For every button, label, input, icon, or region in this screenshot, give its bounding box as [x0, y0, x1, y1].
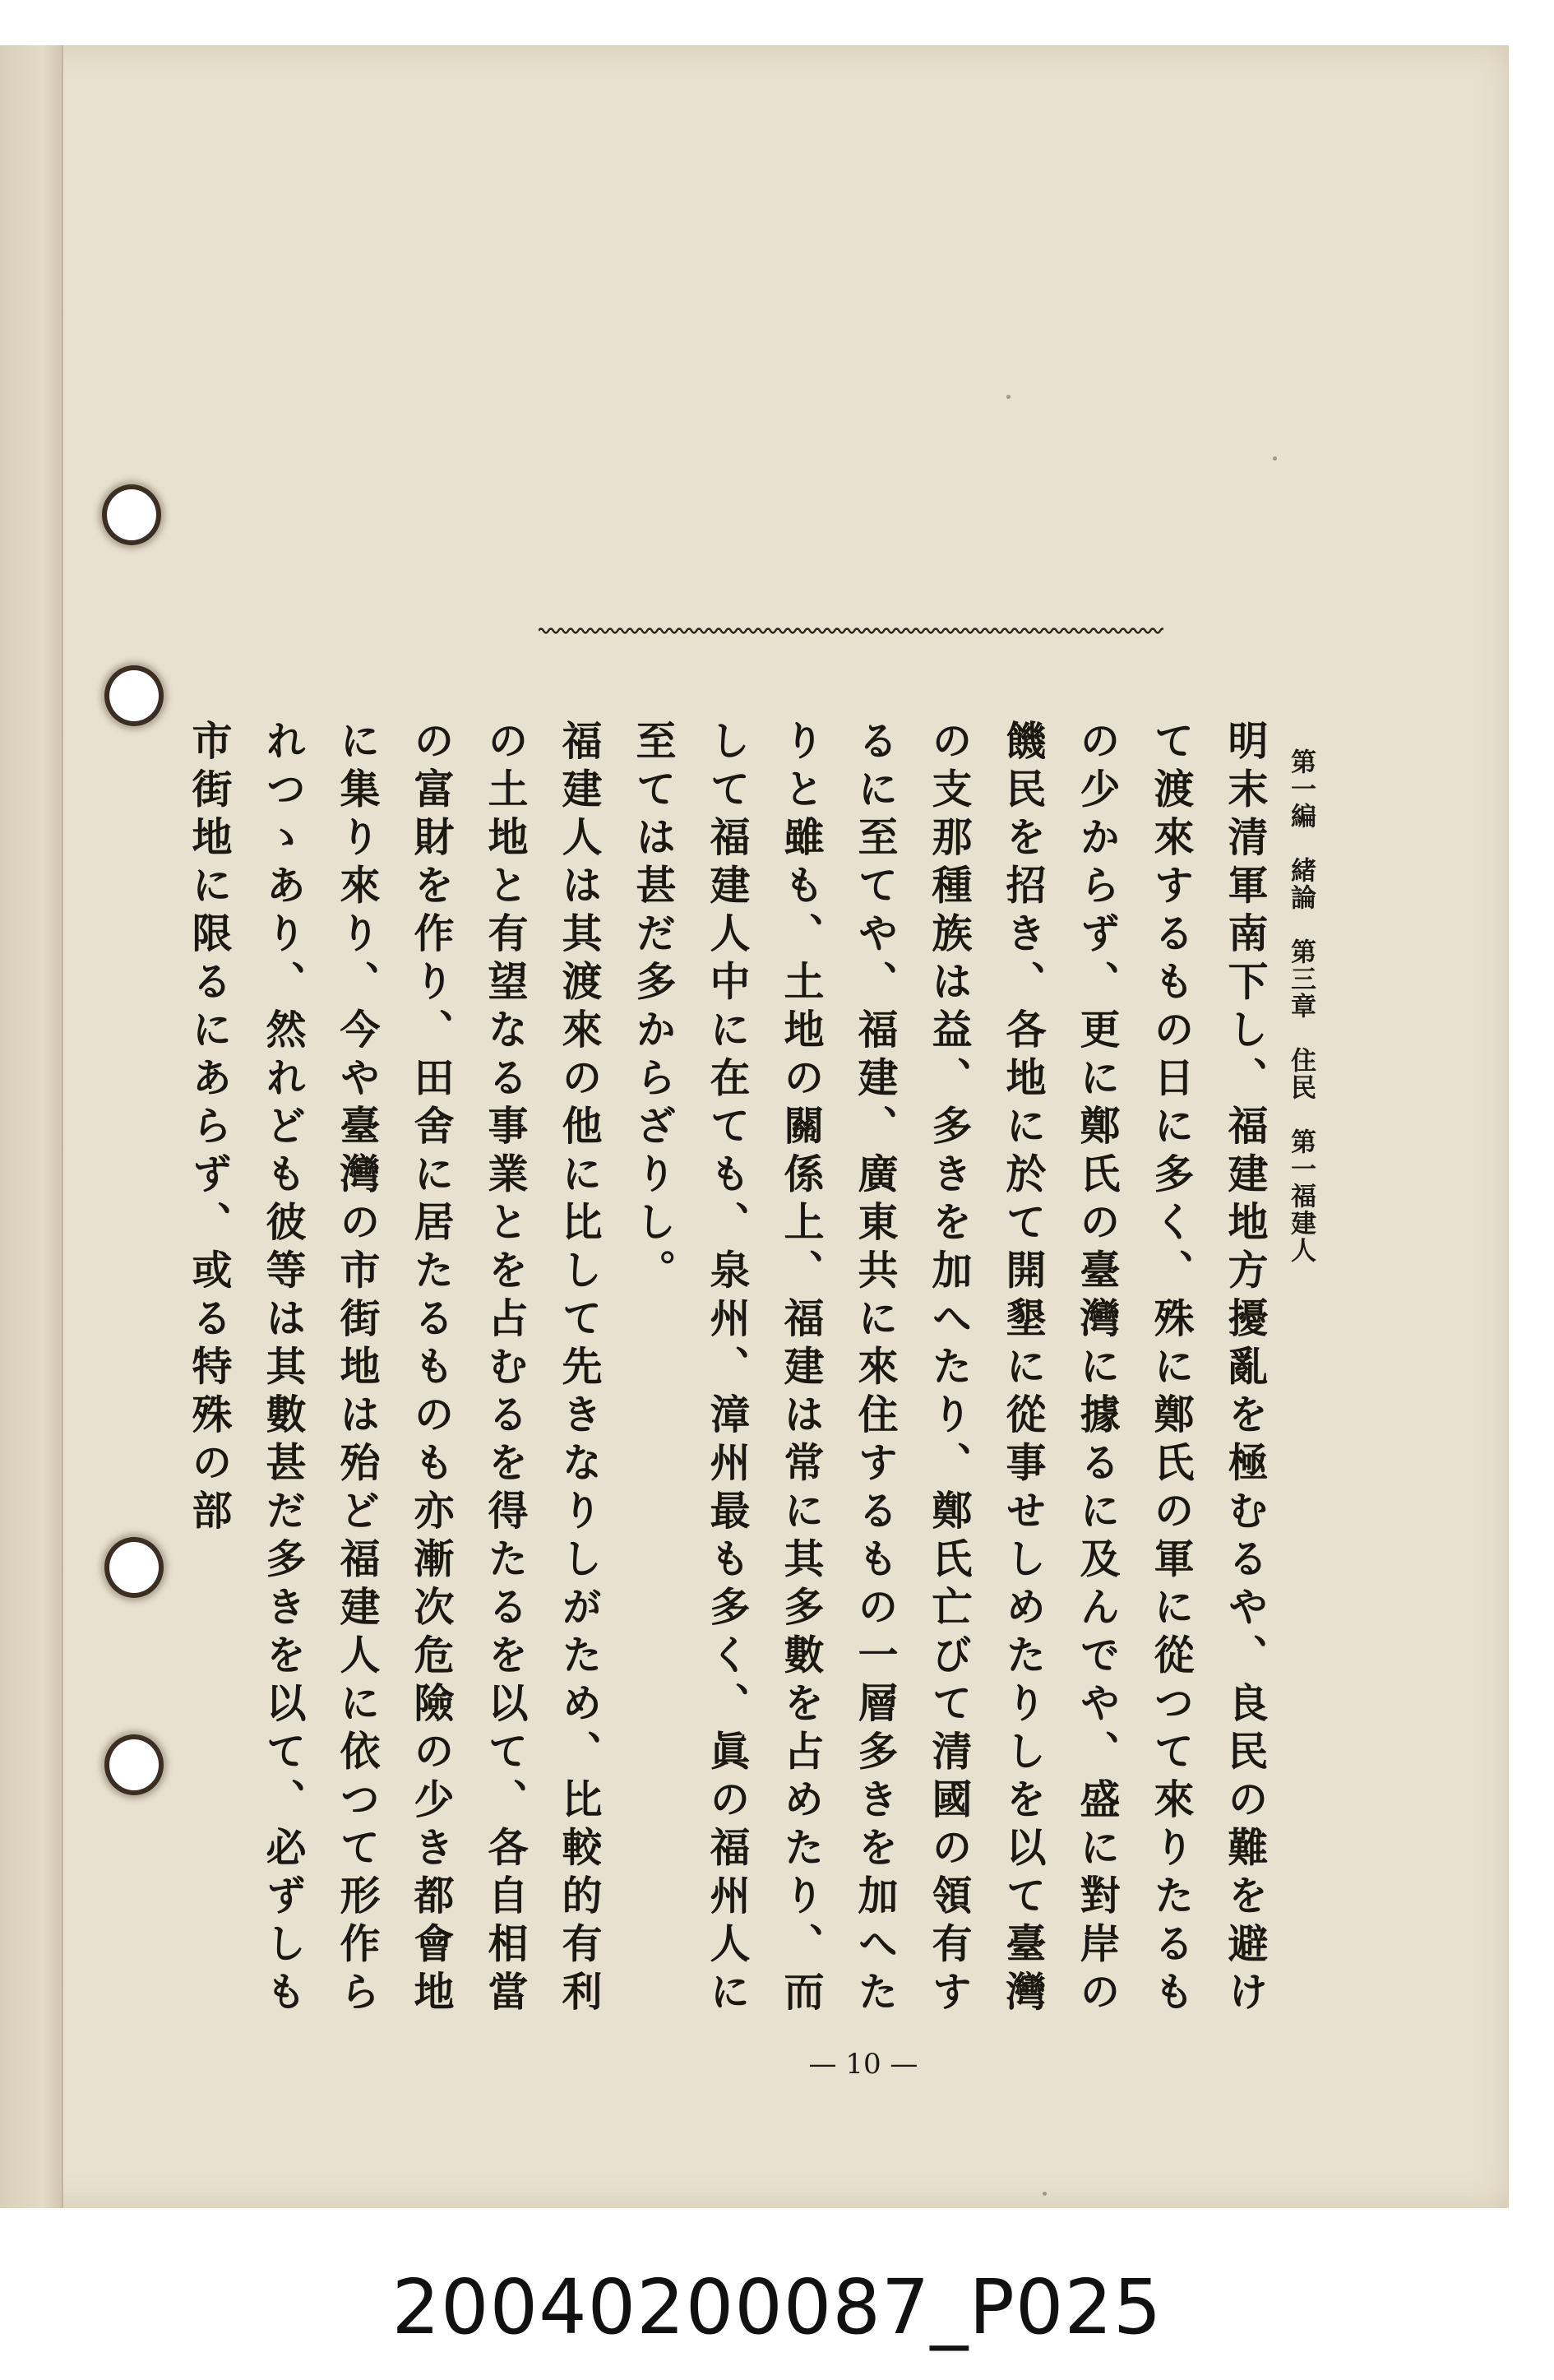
- book-page: [0, 45, 1509, 2208]
- paragraph: 明末清軍南下し、福建地方擾亂を極むるや、良民の難を避けて渡來するもの日に多く、殊に鄭氏の軍に從つて來りたるもの少からず、更に鄭氏の臺灣に據るに及んでや、盛に對岸の饑民を招き、各地に於て開墾に從事せしめたりしを以て臺灣の支那種族は益、多きを加へたり、鄭氏亡びて清國の領有するに至てや、福建、廣東共に來住するもの一層多きを加へたりと雖も、土地の關係上、福建は常に其多數を占めたり、而して福建人中に在ても、泉州、漳州最も多く、眞の福州人に至ては甚だ多からざりし。: [630, 720, 1270, 2019]
- running-head: 第一編 緒論 第三章 住民 第一福建人: [1286, 748, 1316, 1264]
- binding-hole: [107, 489, 156, 540]
- decorative-wavy-rule: [539, 621, 1163, 641]
- catalog-id: 20040200087_P025: [391, 2263, 1163, 2351]
- paper-speck: [1043, 2192, 1047, 2196]
- binding-hole: [109, 670, 159, 721]
- paragraph: 福建人は其渡來の他に比して先きなりしがため、比較的有利の土地と有望なる事業とを占むるを得たるを以て、各自相當の富財を作り、田舍に居たるものも亦漸次危險の少き都會地に集り來り、今や臺灣の市街地は殆ど福建人に依つて形作られつゝあり、然れども彼等は其數甚だ多きを以て、必ずしも市街地に限るにあらず、或る特殊の部: [186, 720, 604, 2019]
- paper-speck: [1006, 395, 1011, 399]
- binding-hole: [109, 1542, 159, 1593]
- binding-edge: [0, 45, 63, 2208]
- page-number: — 10 —: [808, 2048, 918, 2081]
- binding-hole: [109, 1739, 159, 1790]
- paper-speck: [1273, 456, 1277, 461]
- body-text: [186, 720, 1283, 2060]
